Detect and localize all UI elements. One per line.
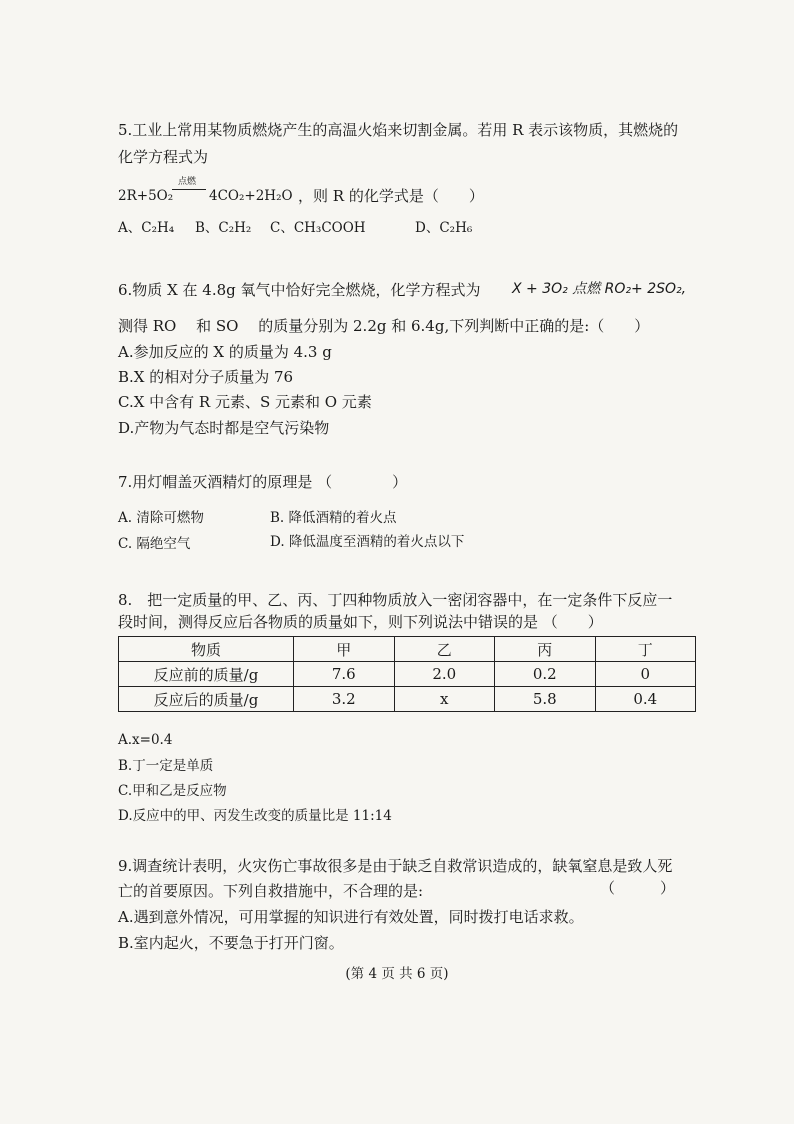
q6-option-c: C.X 中含有 R 元素、S 元素和 O 元素 bbox=[118, 393, 372, 411]
table-cell: 3.2 bbox=[294, 687, 395, 712]
q5-option-a: A、C₂H₄ bbox=[118, 220, 175, 236]
table-cell: 0 bbox=[595, 662, 696, 687]
q5-equation-tail: ，则 R 的化学式是（ ） bbox=[298, 187, 484, 205]
q9-option-a: A.遇到意外情况，可用掌握的知识进行有效处置，同时拨打电话求救。 bbox=[118, 908, 584, 926]
q5-option-b: B、C₂H₂ bbox=[195, 220, 252, 236]
q7-option-b: B. 降低酒精的着火点 bbox=[270, 510, 397, 526]
table-cell: 5.8 bbox=[495, 687, 596, 712]
table-header-cell: 乙 bbox=[394, 637, 495, 662]
table-cell: 7.6 bbox=[294, 662, 395, 687]
table-header-cell: 甲 bbox=[294, 637, 395, 662]
table-header-cell: 丁 bbox=[595, 637, 696, 662]
page-footer: (第 4 页 共 6 页) bbox=[345, 966, 449, 982]
table-cell: 2.0 bbox=[394, 662, 495, 687]
q6-handwritten-equation: X + 3O₂ 点燃 RO₂+ 2SO₂, bbox=[512, 281, 687, 297]
q7-option-d: D. 降低温度至酒精的着火点以下 bbox=[270, 534, 465, 550]
q7-stem: 7.用灯帽盖灭酒精灯的原理是 （ ） bbox=[118, 473, 408, 491]
table-row bbox=[119, 662, 696, 687]
q5-stem-line1: 5.工业上常用某物质燃烧产生的高温火焰来切割金属。若用 R 表示该物质，其燃烧的 bbox=[118, 121, 679, 139]
table-cell: x bbox=[394, 687, 495, 712]
q8-option-a: A.x=0.4 bbox=[118, 732, 173, 748]
q7-option-a: A. 清除可燃物 bbox=[118, 510, 204, 526]
q5-option-d: D、C₂H₆ bbox=[415, 220, 473, 236]
table-cell: 0.4 bbox=[595, 687, 696, 712]
q5-stem-line2: 化学方程式为 bbox=[118, 148, 209, 166]
table-cell: 反应后的质量/g bbox=[119, 687, 294, 712]
q8-option-b: B.丁一定是单质 bbox=[118, 758, 214, 774]
table-header-row bbox=[119, 637, 696, 662]
q8-stem-line1: 8. 把一定质量的甲、乙、丙、丁四种物质放入一密闭容器中，在一定条件下反应一 bbox=[118, 591, 673, 609]
q9-option-b: B.室内起火，不要急于打开门窗。 bbox=[118, 934, 344, 952]
table-row bbox=[119, 687, 696, 712]
q8-option-d: D.反应中的甲、丙发生改变的质量比是 11:14 bbox=[118, 808, 392, 824]
table-header-cell: 物质 bbox=[119, 637, 294, 662]
q6-stem-line2: 测得 RO 和 SO 的质量分别为 2.2g 和 6.4g,下列判断中正确的是:（ ） bbox=[118, 317, 650, 335]
q9-answer-blank: （ ） bbox=[600, 879, 676, 897]
q9-stem-line1: 9.调查统计表明，火灾伤亡事故很多是由于缺乏自救常识造成的，缺氧窒息是致人死 bbox=[118, 857, 673, 875]
table-header-cell: 丙 bbox=[495, 637, 596, 662]
q8-option-c: C.甲和乙是反应物 bbox=[118, 783, 227, 799]
mass-table bbox=[118, 636, 696, 712]
q6-option-b: B.X 的相对分子质量为 76 bbox=[118, 368, 294, 386]
q7-option-c: C. 隔绝空气 bbox=[118, 536, 191, 552]
q6-stem-line1: 6.物质 X 在 4.8g 氧气中恰好完全燃烧，化学方程式为 bbox=[118, 281, 481, 299]
q5-equation-condition: 点燃 bbox=[178, 177, 197, 187]
table-cell: 0.2 bbox=[495, 662, 596, 687]
q5-equation-left: 2R+5O₂ bbox=[118, 188, 174, 204]
q6-option-a: A.参加反应的 X 的质量为 4.3 g bbox=[118, 343, 332, 361]
q5-equation-right: 4CO₂+2H₂O bbox=[209, 188, 293, 204]
table-cell: 反应前的质量/g bbox=[119, 662, 294, 687]
q9-stem-line2: 亡的首要原因。下列自救措施中，不合理的是: bbox=[118, 882, 424, 900]
q8-stem-line2: 段时间，测得反应后各物质的质量如下，则下列说法中错误的是 （ ） bbox=[118, 613, 603, 631]
q5-reaction-arrow bbox=[172, 189, 206, 190]
q5-option-c: C、CH₃COOH bbox=[270, 220, 366, 236]
q6-option-d: D.产物为气态时都是空气污染物 bbox=[118, 419, 330, 437]
